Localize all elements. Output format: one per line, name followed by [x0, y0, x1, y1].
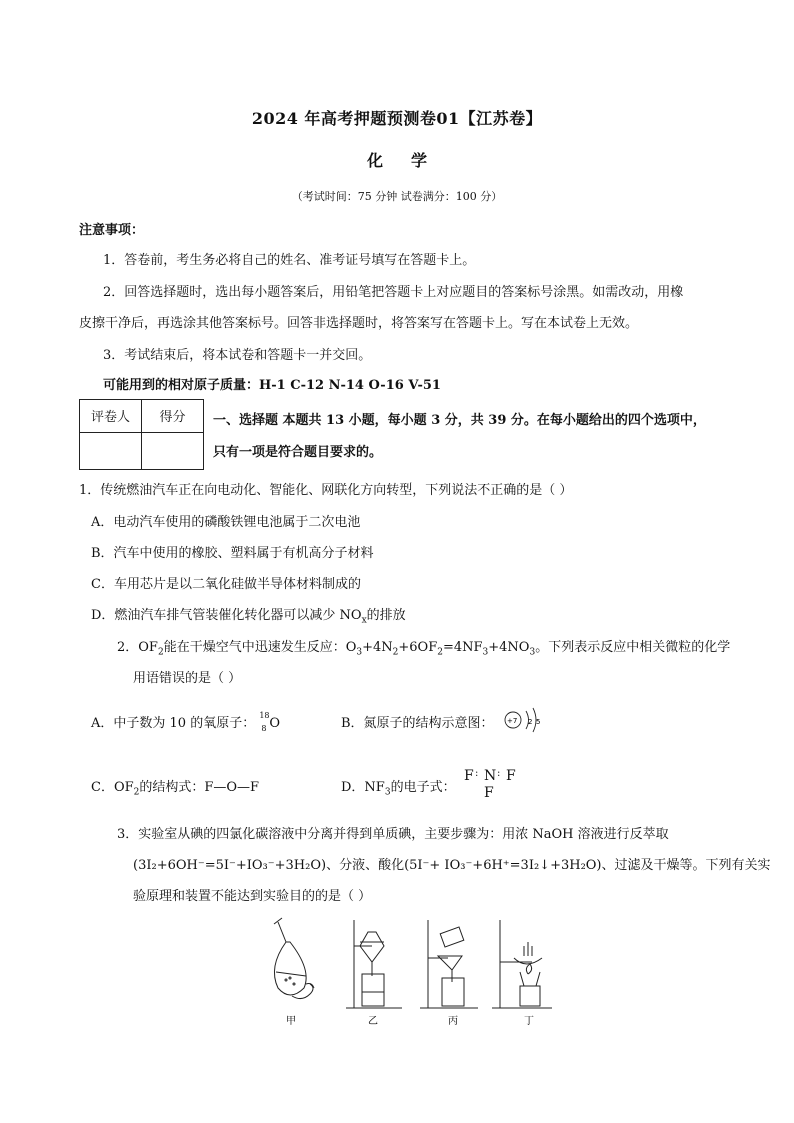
q2-option-b: B．氮原子的结构示意图： — [341, 716, 494, 731]
svg-text:5: 5 — [536, 718, 541, 726]
q2-stem-line-1: 2．$OF_2$能在干燥空气中迅速发生反应：$O_3+4N_2+6OF_2=4NF_3+4NO_3$。下列表示反应中相关微粒的化学 — [117, 640, 731, 658]
svg-text:+7: +7 — [507, 717, 518, 725]
isotope-notation: 18 8 O — [259, 710, 281, 733]
apparatus-jia — [274, 918, 314, 999]
q1-option-b: B．汽车中使用的橡胶、塑料属于有机高分子材料 — [91, 546, 374, 561]
fig-label-ding: 丁 — [524, 1016, 534, 1027]
notes-heading: 注意事项： — [79, 223, 145, 238]
q2-stem-line-2: 用语错误的是（ ） — [133, 671, 242, 686]
exam-time-info: （考试时间：75 分钟 试卷满分：100 分） — [291, 190, 503, 203]
subject-char-1: 化 — [366, 151, 383, 170]
q3-stem-line-1: 3．实验室从碘的四氯化碳溶液中分离并得到单质碘，主要步骤为：用浓 NaOH 溶液进行反萃取 — [117, 827, 669, 842]
note-item-2-line-2: 皮擦干净后，再选涂其他答案标号。回答非选择题时，将答案写在答题卡上。写在本试卷上无效。 — [79, 316, 639, 331]
note-item-2-line-1: 2．回答选择题时，选出每小题答案后，用铅笔把答题卡上对应题目的答案标号涂黑。如需改动，用橡 — [103, 285, 684, 300]
q2-option-d: D．$NF_3$的电子式： — [341, 780, 456, 798]
note-item-1: 1．答卷前，考生务必将自己的姓名、准考证号填写在答题卡上。 — [103, 253, 476, 268]
q1-stem: 1．传统燃油汽车正在向电动化、智能化、网联化方向转型，下列说法不正确的是（ ） — [79, 483, 573, 498]
svg-text:2: 2 — [528, 718, 533, 726]
grading-table — [79, 399, 204, 470]
fig-label-yi: 乙 — [368, 1016, 378, 1027]
nf3-lewis-structure: F : N : F F — [464, 768, 516, 801]
atomic-mass-line: 可能用到的相对原子质量：H-1 C-12 N-14 O-16 V-51 — [103, 378, 441, 393]
q2-option-c: C．$OF_2$的结构式：F—O—F — [91, 780, 260, 798]
subject-char-2: 学 — [411, 151, 428, 170]
q3-stem-line-3: 验原理和装置不能达到实验目的的是（ ） — [133, 889, 372, 904]
fig-label-jia: 甲 — [286, 1016, 296, 1027]
apparatus-ding — [492, 920, 552, 1008]
note-item-3: 3．考试结束后，将本试卷和答题卡一并交回。 — [103, 348, 372, 363]
fig-label-bing: 丙 — [448, 1016, 458, 1027]
score-cell[interactable] — [142, 433, 204, 470]
q2-option-a: A．中子数为 10 的氧原子： 18 8 O — [91, 710, 281, 733]
grader-header: 评卷人 — [80, 400, 142, 433]
apparatus-bing — [420, 920, 478, 1008]
grader-cell[interactable] — [80, 433, 142, 470]
q1-option-c: C．车用芯片是以二氧化硅做半导体材料制成的 — [91, 577, 361, 592]
apparatus-yi — [346, 920, 402, 1008]
q3-stem-line-2: (3I₂+6OH⁻=5I⁻+IO₃⁻+3H₂O)、分液、酸化(5I⁻+ IO₃⁻+6H⁺=3I₂↓+3H₂O)、过滤及干燥等。下列有关实 — [133, 858, 771, 873]
q1-option-a: A．电动汽车使用的磷酸铁锂电池属于二次电池 — [91, 515, 361, 530]
nitrogen-structure-diagram — [502, 706, 548, 734]
subject-title — [0, 148, 794, 171]
q3-apparatus-figure — [262, 912, 562, 1030]
section-1-line-2: 只有一项是符合题目要求的。 — [213, 445, 383, 460]
section-1-line-1: 一、选择题 本题共 13 小题，每小题 3 分，共 39 分。在每小题给出的四个选项中， — [213, 413, 706, 428]
score-header: 得分 — [142, 400, 204, 433]
q1-option-d: D．燃油汽车排气管装催化转化器可以减少 $NO_x$的排放 — [91, 608, 406, 626]
page-title: 2024 年高考押题预测卷01【江苏卷】 — [251, 109, 543, 128]
